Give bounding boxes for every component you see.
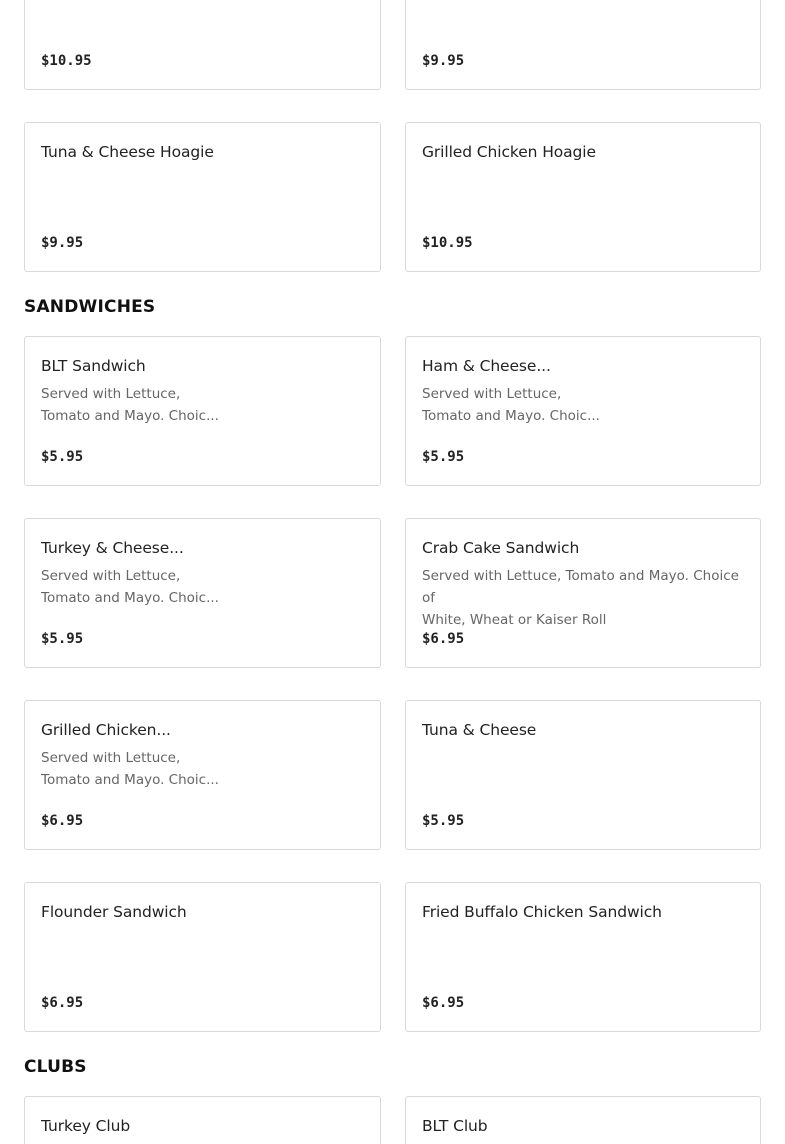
item-name: Turkey & Cheese... [41, 539, 184, 557]
item-price: $5.95 [422, 813, 465, 829]
item-description: Served with Lettuce, Tomato and Mayo. Choic... [41, 386, 219, 424]
item-price: $9.95 [422, 53, 465, 69]
item-description: Served with Lettuce, Tomato and Mayo. Choic... [41, 568, 219, 606]
item-price: $10.95 [422, 235, 473, 251]
menu-item-card[interactable] [405, 122, 761, 272]
item-name: Grilled Chicken Hoagie [422, 143, 596, 161]
menu-item-card[interactable] [405, 700, 761, 850]
item-name: Tuna & Cheese [422, 721, 537, 739]
menu-item-card[interactable] [24, 122, 381, 272]
item-price: $10.95 [41, 53, 92, 69]
item-price: $6.95 [41, 995, 84, 1011]
item-name: BLT Sandwich [41, 357, 146, 375]
item-price: $5.95 [422, 449, 465, 465]
item-name: Crab Cake Sandwich [422, 539, 580, 557]
menu-item-card[interactable] [24, 518, 381, 668]
menu-item-card[interactable] [405, 882, 761, 1032]
menu-item-card[interactable] [405, 336, 761, 486]
item-price: $6.95 [41, 813, 84, 829]
item-name: Flounder Sandwich [41, 903, 187, 921]
item-name: Tuna & Cheese Hoagie [41, 143, 214, 161]
item-name: Fried Buffalo Chicken Sandwich [422, 903, 662, 921]
item-price: $6.95 [422, 995, 465, 1011]
item-price: $6.95 [422, 631, 465, 647]
menu-item-card[interactable] [405, 0, 761, 90]
section-title-clubs: CLUBS [24, 1057, 87, 1077]
menu-item-card[interactable] [405, 518, 761, 668]
menu-item-card[interactable] [24, 336, 381, 486]
item-price: $5.95 [41, 449, 84, 465]
item-name: BLT Club [422, 1117, 488, 1135]
item-price: $9.95 [41, 235, 84, 251]
item-name: Turkey Club [41, 1117, 131, 1135]
item-name: Grilled Chicken... [41, 721, 171, 739]
menu-item-card[interactable] [24, 1096, 381, 1144]
menu-item-card[interactable] [24, 700, 381, 850]
item-description: Served with Lettuce, Tomato and Mayo. Choic... [422, 386, 600, 424]
menu-item-card[interactable] [405, 1096, 761, 1144]
menu-item-card[interactable] [24, 0, 381, 90]
item-description: Served with Lettuce, Tomato and Mayo. Choic... [41, 750, 219, 788]
item-price: $5.95 [41, 631, 84, 647]
menu-item-card[interactable] [24, 882, 381, 1032]
section-title-sandwiches: SANDWICHES [24, 297, 156, 317]
item-description: Served with Lettuce, Tomato and Mayo. Choice of White, Wheat or Kaiser Roll [422, 568, 739, 628]
item-name: Ham & Cheese... [422, 357, 551, 375]
